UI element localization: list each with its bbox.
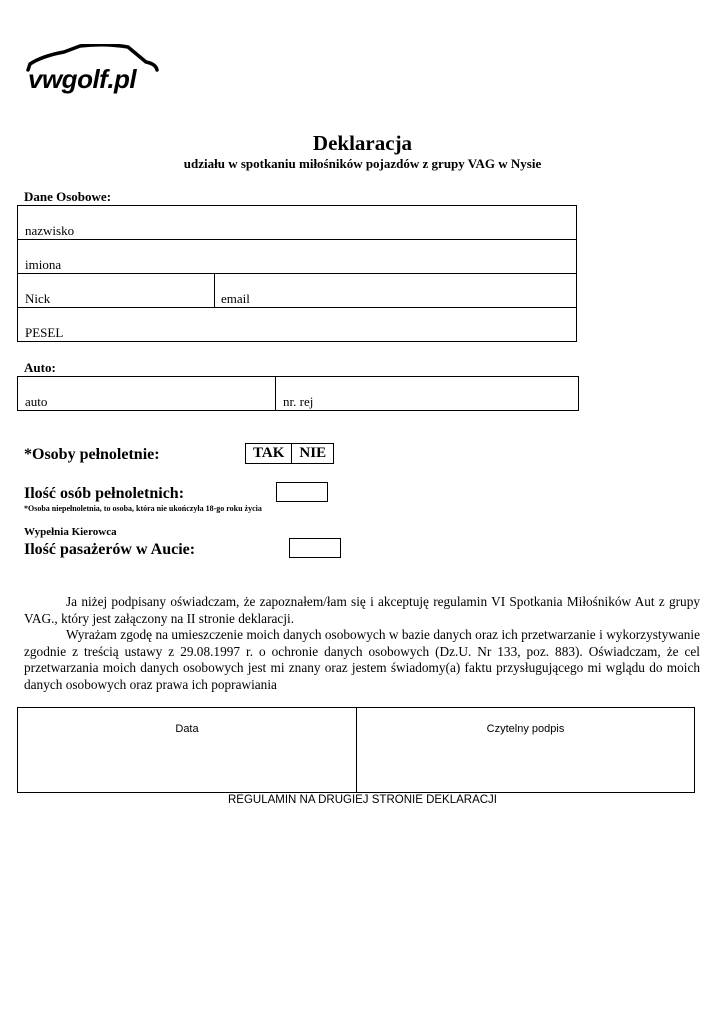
signature-field[interactable]: Czytelny podpis — [486, 723, 565, 735]
declaration-paragraph-1: Ja niżej podpisany oświadczam, że zapoznałem/łam się i akceptuję regulamin VI Spotkania Miłośników Aut z grupy VAG., który jest załączony na II stronie deklaracji. — [24, 594, 700, 626]
adults-label: *Osoby pełnoletnie: — [24, 446, 160, 463]
plate-field[interactable]: nr. rej — [283, 394, 314, 409]
row-divider — [18, 239, 576, 240]
page-subtitle: udziału w spotkaniu miłośników pojazdów z grupy VAG w Nysie — [183, 156, 542, 171]
personal-data-heading: Dane Osobowe: — [24, 189, 112, 204]
driver-note: Wypełnia Kierowca — [24, 526, 117, 538]
surname-field[interactable]: nazwisko — [25, 223, 75, 238]
first-names-field[interactable]: imiona — [25, 257, 62, 272]
col-divider — [356, 708, 357, 792]
page-title: Deklaracja — [312, 131, 413, 155]
email-field[interactable]: email — [221, 291, 250, 306]
car-heading: Auto: — [24, 360, 56, 375]
pesel-field[interactable]: PESEL — [25, 325, 64, 340]
logo-text: vwgolf.pl — [28, 64, 137, 94]
vwgolf-logo — [24, 44, 159, 100]
col-divider — [214, 273, 215, 307]
rules-note: REGULAMIN NA DRUGIEJ STRONIE DEKLARACJI — [227, 794, 498, 806]
minor-definition-note: *Osoba niepełnoletnia, to osoba, która nie ukończyła 18-go roku życia — [24, 504, 262, 513]
date-field[interactable]: Data — [175, 723, 199, 735]
signature-table — [17, 707, 695, 793]
passenger-count-label: Ilość pasażerów w Aucie: — [24, 541, 196, 558]
yes-no-choice — [245, 443, 334, 464]
car-table — [17, 376, 579, 411]
adult-count-label: Ilość osób pełnoletnich: — [24, 485, 185, 502]
passenger-count-input[interactable] — [289, 538, 341, 558]
adult-count-input[interactable] — [276, 482, 328, 502]
declaration-paragraph-2: Wyrażam zgodę na umieszczenie moich danych osobowych w bazie danych oraz ich przetwarzanie i wykorzystywanie zgodnie z treścią ustawy z 29.08.1997 r. o ochronie danych osobowych (Dz.U. Nr 133, poz. 883). Oświadczam, że cel przetwarzania moich danych osobowych jest mi znany oraz jestem świadomy(a) faktu przysługującego mi wglądu do moich danych osobowych oraz prawa ich poprawiania — [24, 627, 700, 692]
yes-option[interactable]: TAK — [245, 443, 292, 464]
row-divider — [18, 307, 576, 308]
car-field[interactable]: auto — [25, 394, 48, 409]
no-option[interactable]: NIE — [292, 443, 334, 464]
row-divider — [18, 273, 576, 274]
col-divider — [275, 377, 276, 410]
personal-data-table — [17, 205, 577, 342]
declaration-text — [24, 594, 700, 694]
nick-field[interactable]: Nick — [25, 291, 51, 306]
